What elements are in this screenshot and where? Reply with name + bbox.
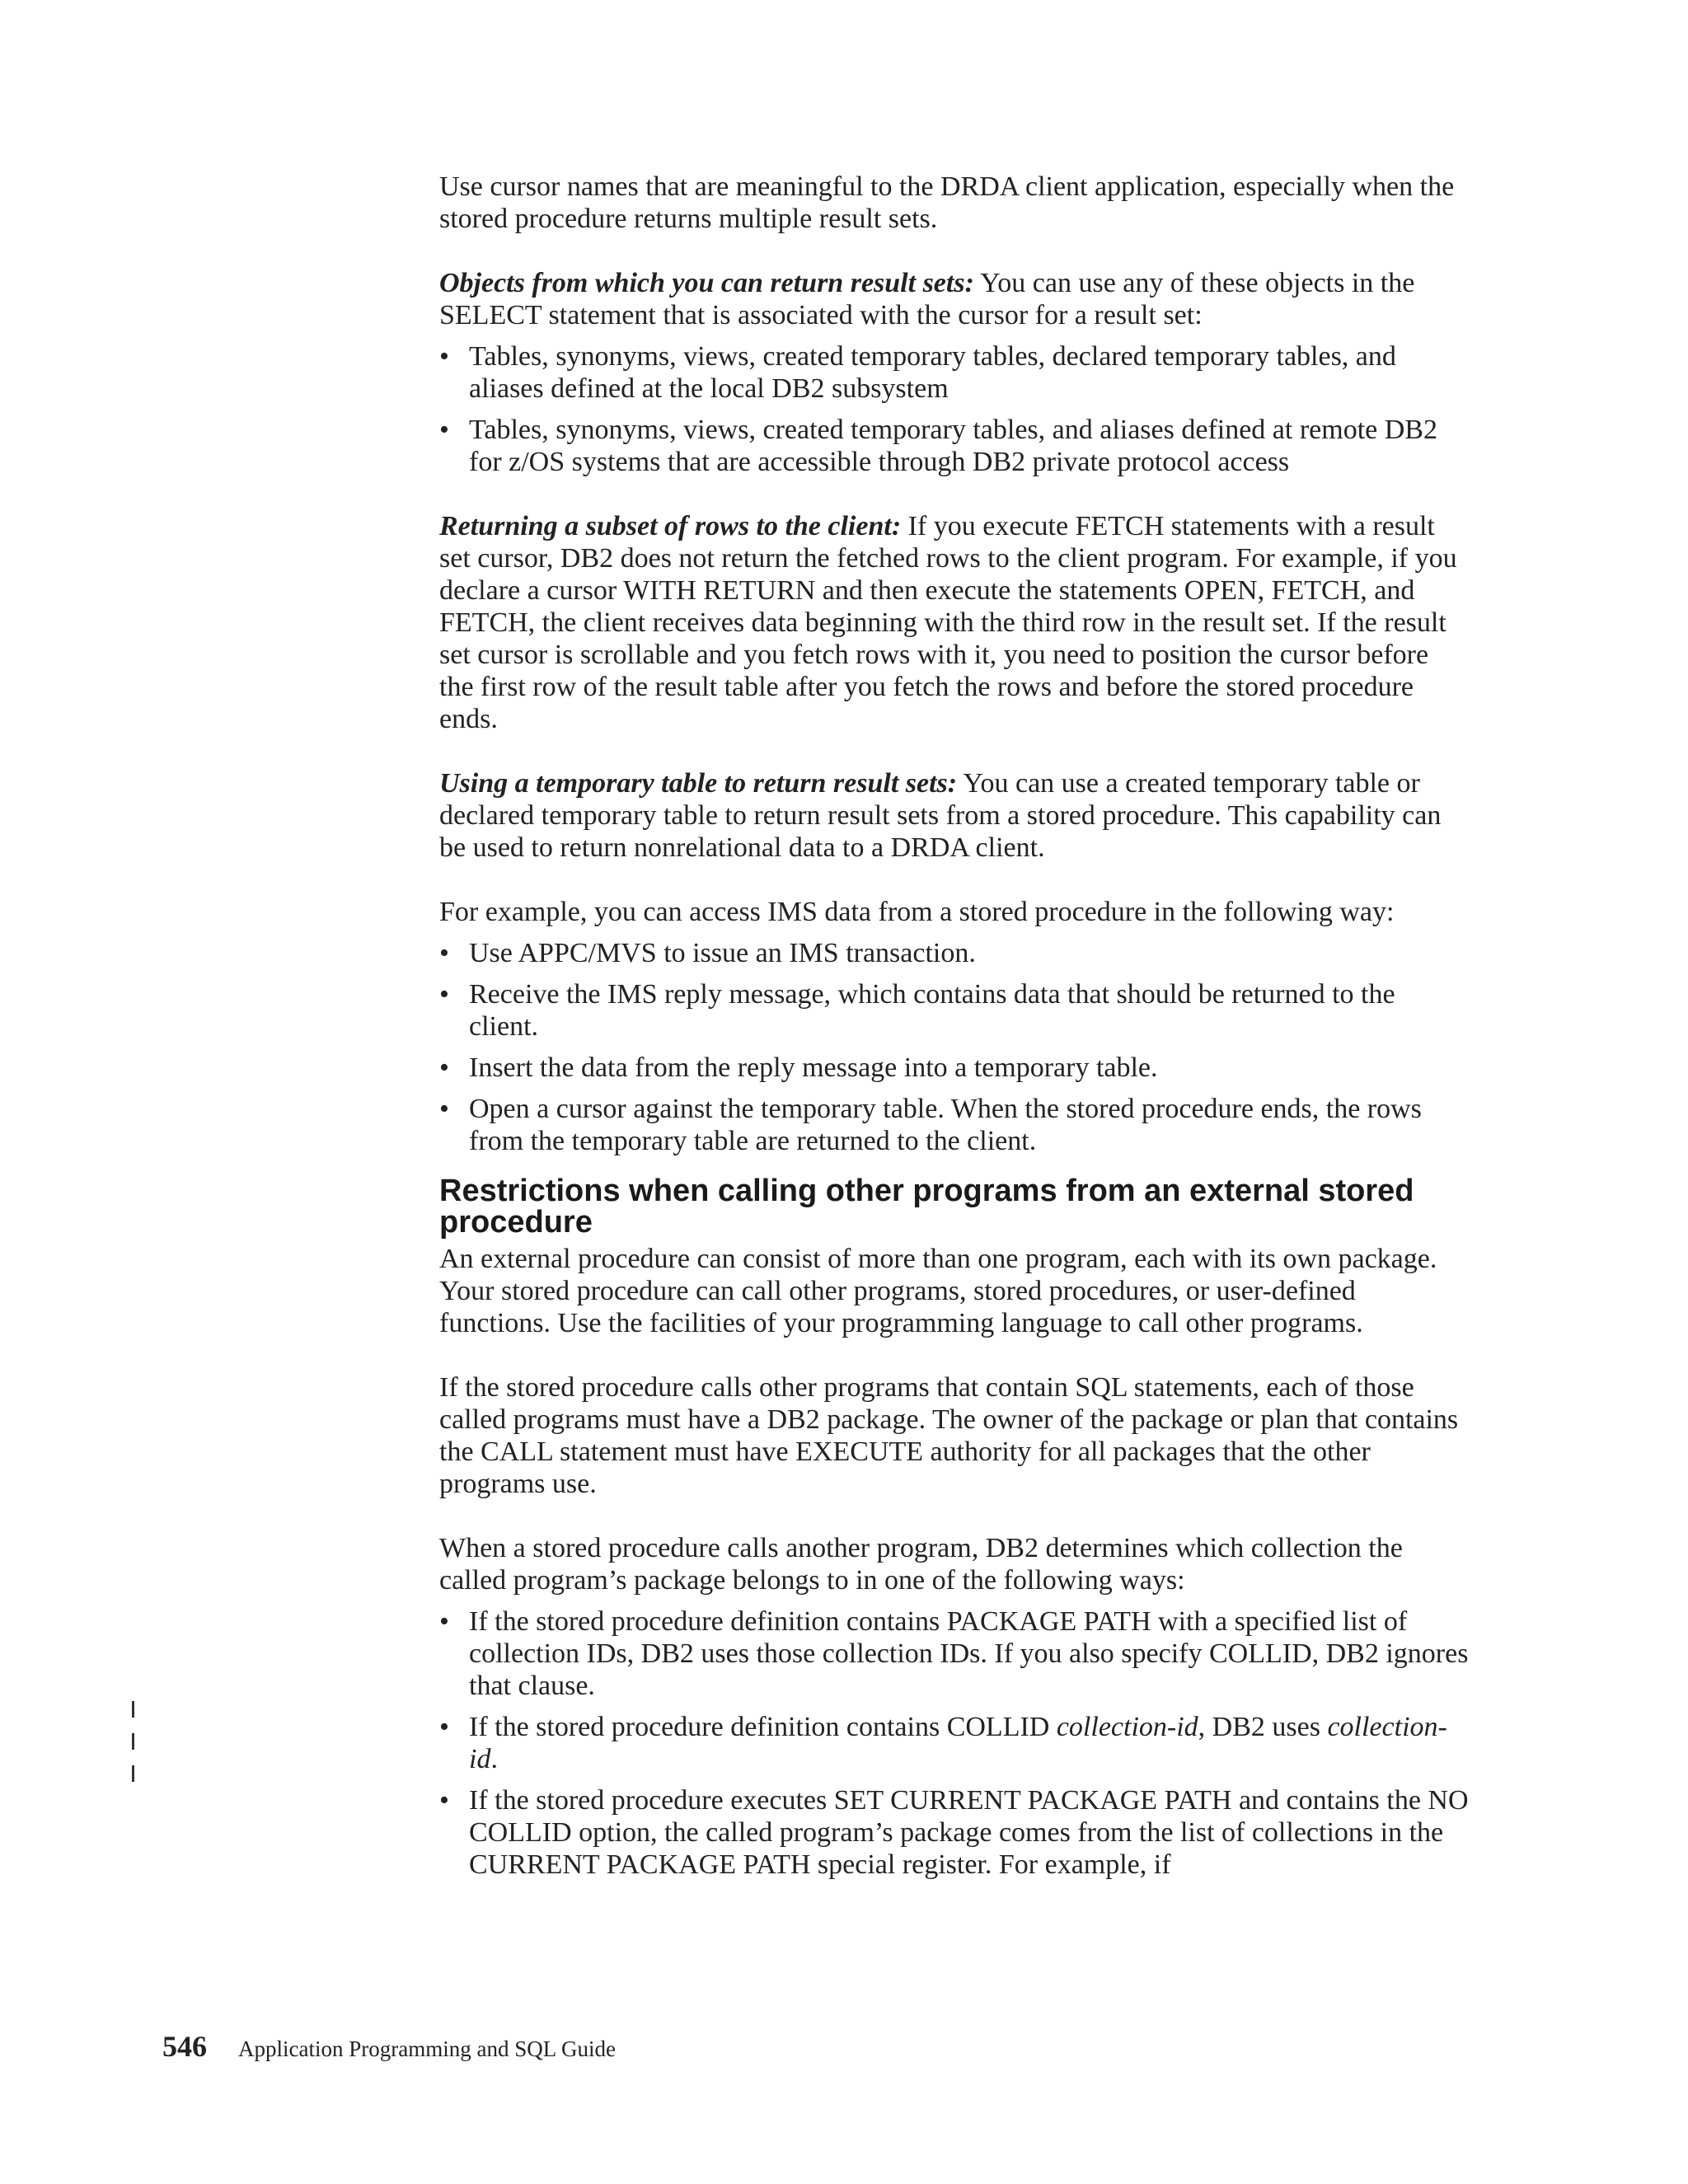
list-item: • Insert the data from the reply message into a temporary table. (439, 1052, 1470, 1084)
list-item: • Tables, synonyms, views, created temporary tables, and aliases defined at remote DB2 for z/OS systems that are accessible through DB2 private protocol access (439, 414, 1470, 478)
list-item: • Open a cursor against the temporary table. When the stored procedure ends, the rows from the temporary table are returned to the client. (439, 1093, 1470, 1157)
list-item: • Use APPC/MVS to issue an IMS transaction. (439, 937, 1470, 969)
restrictions-heading: Restrictions when calling other programs from an external stored procedure (439, 1174, 1414, 1240)
temp-table-lead: Using a temporary table to return result sets: (439, 768, 958, 799)
subset-lead: Returning a subset of rows to the client: (439, 511, 902, 541)
temp-table-text: You can use a created temporary table or declared temporary table to return result sets from a stored procedure. This capability can be used to return nonrelational data to a DRDA client. (439, 768, 1442, 863)
b2-term-2: collection-id (469, 1712, 1447, 1774)
change-bar (132, 1701, 134, 1718)
subset-paragraph (439, 510, 1470, 735)
b2-post: . (490, 1744, 498, 1774)
change-bar (132, 1733, 134, 1750)
list-item: • Tables, synonyms, views, created temporary tables, declared temporary tables, and aliases defined at the local DB2 subsystem (439, 340, 1470, 405)
intro-paragraph: Use cursor names that are meaningful to the DRDA client application, especially when the stored procedure returns multiple result sets. (439, 171, 1455, 234)
b2-pre: If the stored procedure definition contains COLLID (469, 1712, 1057, 1742)
temp-table-paragraph (439, 767, 1470, 864)
objects-text: You can use any of these objects in the SELECT statement that is associated with the cursor for a result set: (439, 268, 1415, 330)
objects-lead: Objects from which you can return result sets: (439, 268, 974, 298)
ims-paragraph: For example, you can access IMS data from a stored procedure in the following way: (439, 897, 1395, 927)
objects-paragraph (439, 267, 1470, 331)
restrictions-paragraph-3: When a stored procedure calls another program, DB2 determines which collection the called program’s package belongs to in one of the following ways: (439, 1533, 1403, 1596)
list-item (439, 1711, 1470, 1775)
page-number: 546 (162, 2030, 207, 2063)
list-item: • If the stored procedure definition contains PACKAGE PATH with a specified list of collection IDs, DB2 uses those collection IDs. If you also specify COLLID, DB2 ignores that clause. (439, 1605, 1470, 1702)
ims-list (439, 937, 1470, 1157)
book-title: Application Programming and SQL Guide (238, 2036, 616, 2061)
b2-mid: , DB2 uses (1198, 1712, 1328, 1742)
b2-term-1: collection-id (1056, 1712, 1198, 1742)
list-item: • Receive the IMS reply message, which contains data that should be returned to the client. (439, 978, 1470, 1043)
list-item: • If the stored procedure executes SET CURRENT PACKAGE PATH and contains the NO COLLID option, the called program’s package comes from the list of collections in the CURRENT PACKAGE PATH special register. For example, if (439, 1784, 1470, 1881)
restrictions-paragraph-2: If the stored procedure calls other programs that contain SQL statements, each of those called programs must have a DB2 package. The owner of the package or plan that contains the CALL statement must have EXECUTE authority for all packages that the other programs use. (439, 1372, 1459, 1499)
page-body (439, 171, 1470, 1890)
subset-text: If you execute FETCH statements with a result set cursor, DB2 does not return the fetched rows to the client program. For example, if you declare a cursor WITH RETURN and then execute the statements OPEN, FETCH, and FETCH, the client receives data beginning with the third row in the result set. If the result set cursor is scrollable and you fetch rows with it, you need to position the cursor before the first row of the result table after you fetch the rows and before the stored procedure ends. (439, 511, 1457, 734)
page-footer (162, 2029, 616, 2064)
objects-list (439, 340, 1470, 478)
restrictions-paragraph-1: An external procedure can consist of more than one program, each with its own package. Your stored procedure can call other programs, stored procedures, or user-defined functions. Use the facilities of your programming language to call other programs. (439, 1244, 1437, 1338)
collection-list (439, 1605, 1470, 1881)
change-bar (132, 1765, 134, 1782)
